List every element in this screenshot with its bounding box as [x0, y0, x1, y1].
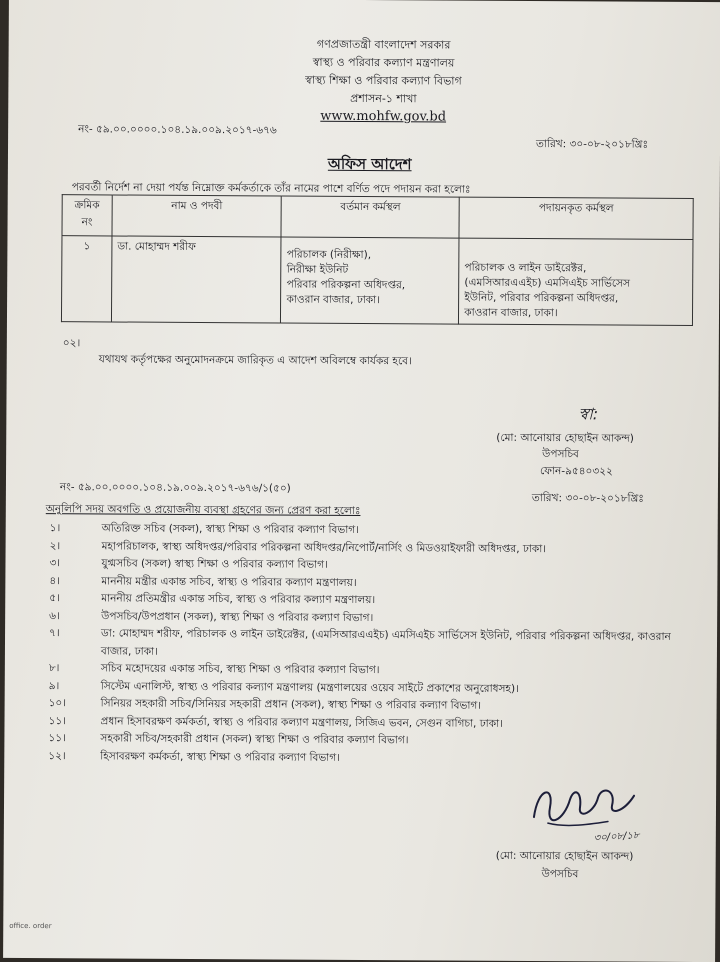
copy-date: তারিখ: ৩০-০৮-২০১৮খ্রিঃ — [531, 492, 644, 505]
cell-posted — [459, 238, 693, 325]
list-item-text: সচিব মহোদয়ের একান্ত সচিব, স্বাস্থ্য শিক্ষা ও পরিবার কল্যাণ বিভাগ। — [100, 662, 380, 677]
copy-number: নং- ৫৯.০০.০০০০.১০৪.১৯.০০৯.২০১৭-৬৭৬/১(৫০) — [59, 481, 291, 495]
posted-line: পরিচালক ও লাইন ডাইরেক্টর, — [464, 261, 587, 275]
memo-number: নং- ৫৯.০০.০০০০.১০৪.১৯.০০৯.২০১৭-৬৭৬ — [78, 123, 277, 137]
signatory2-name: (মো: আনোয়ার হোছাইন আকন্দ) — [495, 849, 634, 863]
list-item-number: ৬। — [49, 609, 60, 622]
list-item-number: ৯। — [48, 679, 60, 692]
cell-current — [281, 237, 459, 324]
copy-list — [44, 520, 695, 769]
current-line: পরিচালক (নিরীক্ষা), — [286, 248, 372, 262]
division-name: স্বাস্থ্য শিক্ষা ও পরিবার কল্যাণ বিভাগ — [305, 73, 462, 88]
list-item-text: ডা: মোহাম্মদ শরীফ, পরিচালক ও লাইন ডাইরেক্টর, (এমসিআরএএইচ) এমসিএইচ সার্ভিসেস ইউনিট, পরিবার পরিকল্পনা অধিদপ্তর, কাওরান বাজার, ঢাকা। — [100, 627, 671, 658]
posted-line: কাওরান বাজার, ঢাকা। — [464, 306, 558, 320]
govt-name: গণপ্রজাতন্ত্রী বাংলাদেশ সরকার — [316, 37, 451, 52]
signatory-designation: উপসচিব — [542, 448, 579, 461]
cell-serial: ১ — [61, 236, 111, 322]
website-link[interactable]: www.mohfw.gov.bd — [320, 108, 447, 125]
list-item-text: সিস্টেম এনালিস্ট, স্বাস্থ্য ও পরিবার কল্যাণ মন্ত্রণালয় (মন্ত্রণালয়ের ওয়েব সাইটে প্রকাশের অনুরোধসহ)। — [100, 679, 519, 695]
list-item-number: ১২। — [48, 749, 66, 762]
copy-intro: অনুলিপি সদয় অবগতি ও প্রয়োজনীয় ব্যবস্থা গ্রহণের জন্য প্রেরণ করা হলোঃ — [45, 503, 361, 517]
list-item-number: ১০। — [48, 697, 67, 710]
list-item-number: ২। — [49, 539, 61, 552]
ministry-name: স্বাস্থ্য ও পরিবার কল্যাণ মন্ত্রণালয় — [312, 55, 455, 70]
list-item-text: সহকারী সচিব/সহকারী প্রধান (সকল) স্বাস্থ্য শিক্ষা ও পরিবার কল্যাণ বিভাগ। — [100, 732, 409, 747]
list-item-text: অতিরিক্ত সচিব (সকল), স্বাস্থ্য শিক্ষা ও পরিবার কল্যাণ বিভাগ। — [101, 522, 359, 536]
current-line: নিরীক্ষা ইউনিট — [286, 263, 349, 276]
list-item-text: সিনিয়র সহকারী সচিব/সিনিয়র সহকারী প্রধান (সকল), স্বাস্থ্য শিক্ষা ও পরিবার কল্যাণ বিভাগ। — [100, 697, 482, 712]
table-row — [61, 236, 693, 326]
current-line: কাওরান বাজার, ঢাকা। — [286, 293, 381, 307]
para2-number: ০২। — [62, 337, 81, 350]
list-item — [44, 748, 694, 769]
signature-mark: স্বা: — [578, 404, 599, 424]
section-name: প্রশাসন-১ শাখা — [350, 91, 417, 106]
posting-table — [61, 194, 694, 326]
signatory-phone: ফোন-৯৫৪০৩২২ — [540, 465, 613, 478]
list-item-number: ৫। — [49, 592, 60, 605]
posted-line: ইউনিট, পরিবার পরিকল্পনা অধিদপ্তর, — [464, 291, 619, 305]
list-item-text: প্রধান হিসাবরক্ষণ কর্মকর্তা, স্বাস্থ্য ও পরিবার কল্যাণ মন্ত্রণালয়, সিজিএ ভবন, সেগুন বাগিচা, ঢাকা। — [100, 714, 503, 730]
posted-line: (এমসিআরএএইচ) এমসিএইচ সার্ভিসেস — [464, 276, 630, 290]
document-page — [3, 0, 720, 962]
para2-text: যথাযথ কর্তৃপক্ষের অনুমোদনক্রমে জারিকৃত এ আদেশ অবিলম্বে কার্যকর হবে। — [98, 353, 412, 368]
signatory-name: (মো: আনোয়ার হোছাইন আকন্দ) — [496, 431, 634, 445]
list-item-number: ১১। — [48, 732, 66, 745]
memo-date: তারিখ: ৩০-০৮-২০১৮খ্রিঃ — [536, 138, 649, 151]
list-item-number: ৪। — [49, 574, 60, 587]
header-name: নাম ও পদবী — [112, 195, 282, 237]
corner-note: office. order — [9, 921, 52, 931]
list-item-text: মাননীয় প্রতিমন্ত্রীর একান্ত সচিব, স্বাস্থ্য ও পরিবার কল্যাণ মন্ত্রণালয়। — [101, 592, 376, 607]
intro-text: পরবর্তী নির্দেশ না দেয়া পর্যন্ত নিম্নোক্ত কর্মকর্তাকে তাঁর নামের পাশে বর্ণিত পদে পদায়ন করা হলোঃ — [71, 181, 471, 196]
header-serial: ক্রমিক নং — [62, 195, 112, 236]
list-item-text: উপসচিব/উপপ্রধান (সকল), স্বাস্থ্য শিক্ষা ও পরিবার কল্যাণ বিভাগ। — [101, 609, 374, 624]
current-line: পরিবার পরিকল্পনা অধিদপ্তর, — [286, 278, 406, 292]
list-item-text: হিসাবরক্ষণ কর্মকর্তা, স্বাস্থ্য শিক্ষা ও পরিবার কল্যাণ বিভাগ। — [100, 749, 340, 764]
document-title: অফিস আদেশ — [327, 154, 412, 174]
signature-date: ৩০/০৮/১৮ — [593, 830, 640, 845]
list-item-number: ১। — [49, 522, 61, 535]
list-item-number: ৮। — [48, 662, 60, 675]
table-header-row — [62, 195, 693, 240]
list-item — [45, 625, 695, 664]
list-item-text: মহাপরিচালক, স্বাস্থ্য অধিদপ্তর/পরিবার পরিকল্পনা অধিদপ্তর/নিপোর্ট/নার্সিং ও মিডওয়াইফারী অধিদপ্তর, ঢাকা। — [101, 539, 547, 555]
list-item-number: ৭। — [49, 627, 60, 640]
header-current: বর্তমান কর্মস্থল — [281, 196, 459, 238]
header-posted: পদায়নকৃত কর্মস্থল — [459, 197, 693, 239]
list-item-text: মাননীয় মন্ত্রীর একান্ত সচিব, স্বাস্থ্য ও পরিবার কল্যাণ মন্ত্রণালয়। — [101, 574, 357, 589]
list-item-number: ১১। — [48, 714, 66, 727]
list-item-number: ৩। — [49, 557, 61, 570]
cell-name: ডা. মোহাম্মদ শরীফ — [111, 236, 281, 323]
signatory2-designation: উপসচিব — [541, 868, 579, 881]
list-item-text: যুগ্মসচিব (সকল) স্বাস্থ্য শিক্ষা ও পরিবার কল্যাণ বিভাগ। — [101, 557, 328, 571]
